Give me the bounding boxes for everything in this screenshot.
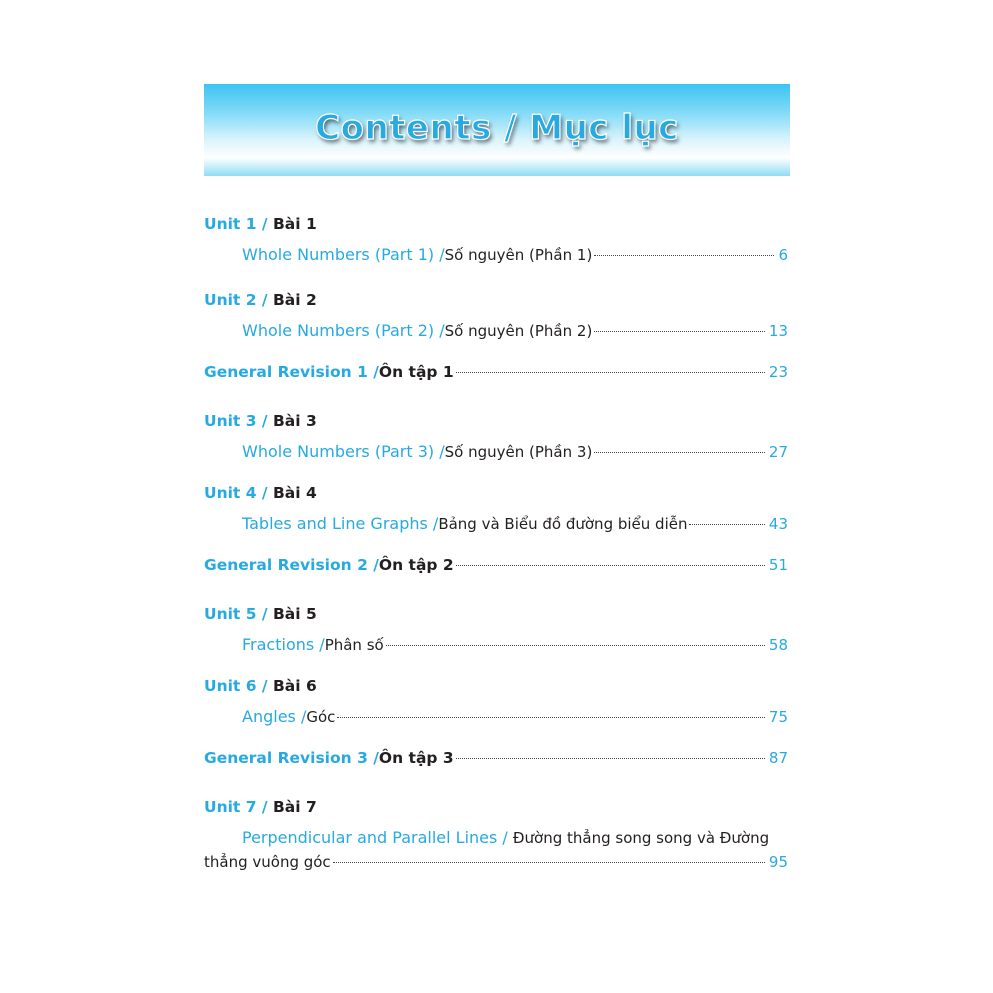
page-number: 43 — [768, 515, 788, 533]
dot-leader — [456, 565, 765, 566]
toc-entry-unit-2[interactable] — [242, 321, 788, 341]
dot-leader — [689, 524, 764, 525]
unit-1-heading — [204, 214, 788, 234]
title-banner — [204, 84, 790, 176]
topic-title-vi: Số nguyên (Phần 3) — [444, 443, 593, 461]
topic-title-vi: Bảng và Biểu đồ đường biểu diễn — [438, 515, 688, 533]
unit-label-vi: Bài 3 — [272, 412, 317, 430]
dot-leader — [386, 645, 765, 646]
dot-leader — [337, 717, 765, 718]
topic-title-en: Angles / — [242, 707, 307, 726]
unit-label: Unit 5 / — [204, 605, 273, 623]
dot-leader — [594, 255, 774, 256]
topic-title-vi: Đường thẳng song song và Đường — [512, 829, 770, 847]
unit-3-heading — [204, 411, 788, 431]
unit-label: Unit 7 / — [204, 798, 273, 816]
dot-leader — [456, 372, 765, 373]
unit-label: Unit 2 / — [204, 291, 273, 309]
revision-title-vi: Ôn tập 1 — [378, 363, 454, 381]
toc-entry-unit-7-continued[interactable] — [204, 852, 788, 872]
unit-label: Unit 6 / — [204, 677, 273, 695]
unit-label-vi: Bài 1 — [272, 215, 317, 233]
topic-title-vi: Góc — [306, 708, 336, 726]
topic-title-en: Whole Numbers (Part 1) / — [242, 245, 445, 264]
unit-5-heading — [204, 604, 788, 624]
unit-label-vi: Bài 2 — [272, 291, 317, 309]
unit-7-heading — [204, 797, 788, 817]
unit-2-heading — [204, 290, 788, 310]
unit-6-heading — [204, 676, 788, 696]
topic-title-en: Whole Numbers (Part 2) / — [242, 321, 445, 340]
revision-title-vi: Ôn tập 3 — [378, 749, 454, 767]
topic-title-vi: Số nguyên (Phần 1) — [444, 246, 593, 264]
toc-entry-revision-1[interactable] — [204, 362, 788, 382]
dot-leader — [333, 862, 765, 863]
page-number: 87 — [768, 749, 788, 767]
topic-title-vi: Phân số — [324, 636, 384, 654]
topic-title-en: Fractions / — [242, 635, 325, 654]
revision-title-en: General Revision 3 / — [204, 749, 379, 767]
page-number: 6 — [778, 246, 788, 264]
topic-title-vi: Số nguyên (Phần 2) — [444, 322, 593, 340]
revision-title-en: General Revision 2 / — [204, 556, 379, 574]
page-number: 13 — [768, 322, 788, 340]
toc-entry-unit-7[interactable] — [242, 828, 790, 848]
unit-label: Unit 3 / — [204, 412, 273, 430]
page-number: 75 — [768, 708, 788, 726]
page-number: 27 — [768, 443, 788, 461]
page-number: 51 — [768, 556, 788, 574]
topic-title-en: Perpendicular and Parallel Lines / — [242, 828, 513, 847]
dot-leader — [594, 452, 765, 453]
page-number: 95 — [768, 853, 788, 871]
unit-label: Unit 4 / — [204, 484, 273, 502]
unit-label: Unit 1 / — [204, 215, 273, 233]
dot-leader — [456, 758, 765, 759]
toc-entry-unit-5[interactable] — [242, 635, 788, 655]
toc-entry-unit-6[interactable] — [242, 707, 788, 727]
toc-entry-revision-3[interactable] — [204, 748, 788, 768]
revision-title-en: General Revision 1 / — [204, 363, 379, 381]
unit-4-heading — [204, 483, 788, 503]
unit-label-vi: Bài 5 — [272, 605, 317, 623]
topic-title-en: Whole Numbers (Part 3) / — [242, 442, 445, 461]
toc-entry-unit-4[interactable] — [242, 514, 788, 534]
page-number: 23 — [768, 363, 788, 381]
revision-title-vi: Ôn tập 2 — [378, 556, 454, 574]
topic-title-vi-continued: thẳng vuông góc — [204, 853, 331, 871]
topic-title-en: Tables and Line Graphs / — [242, 514, 439, 533]
toc-entry-unit-1[interactable] — [242, 245, 788, 265]
dot-leader — [594, 331, 765, 332]
toc-entry-unit-3[interactable] — [242, 442, 788, 462]
unit-label-vi: Bài 6 — [272, 677, 317, 695]
page-number: 58 — [768, 636, 788, 654]
unit-label-vi: Bài 4 — [272, 484, 317, 502]
toc-entry-revision-2[interactable] — [204, 555, 788, 575]
unit-label-vi: Bài 7 — [272, 798, 317, 816]
page-title: Contents / Mục lục — [315, 108, 679, 148]
